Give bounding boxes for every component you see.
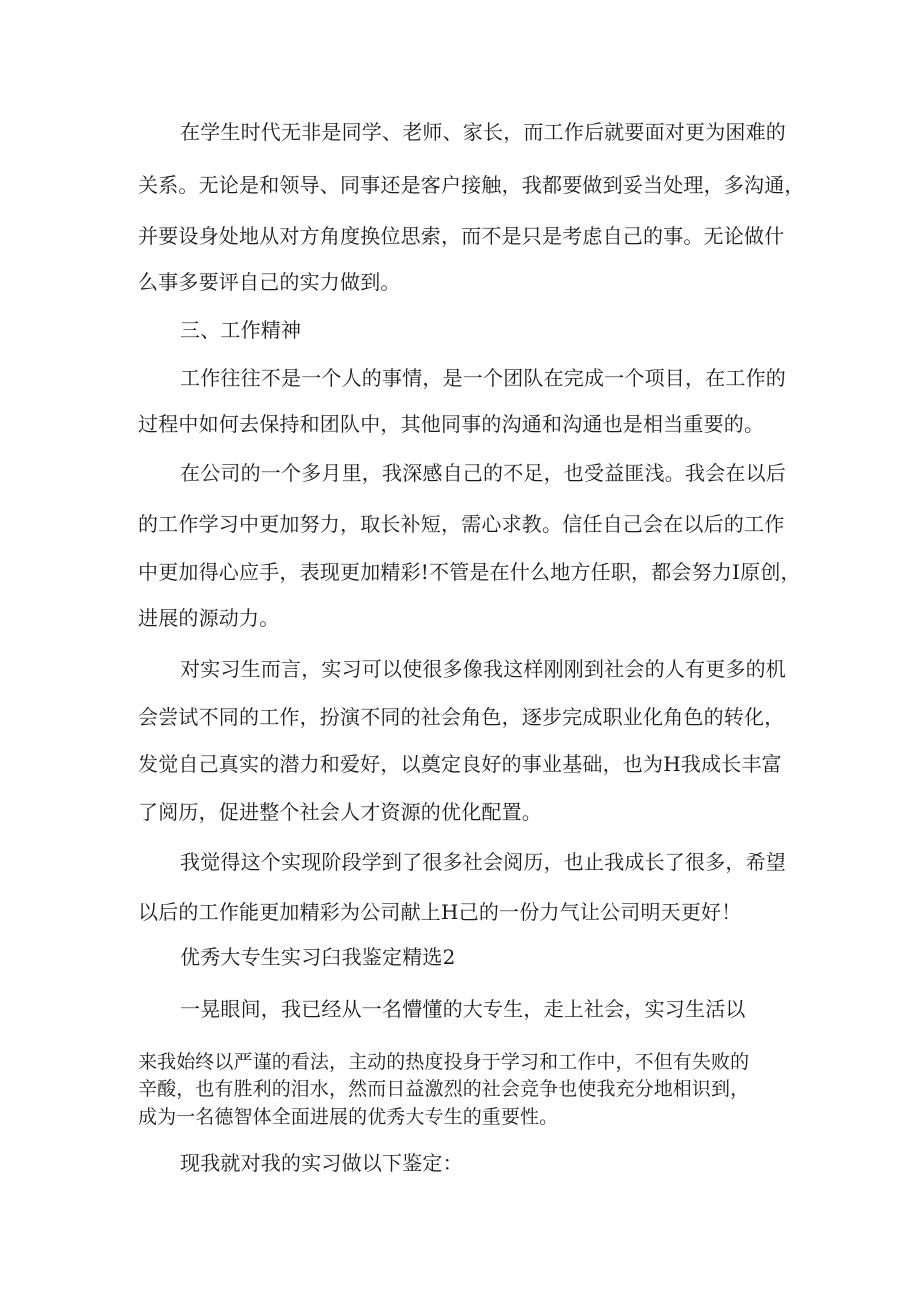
paragraph-5-line-2: 以后的工作能更加精彩为公司献上H己的一份力气让公司明天更好！ <box>138 900 742 924</box>
paragraph-1-line-4: 么事多要评自己的实力做到。 <box>138 270 401 294</box>
paragraph-1-line-1: 在学生时代无非是同学、老师、家长，而工作后就要面对更为困难的 <box>180 120 786 144</box>
paragraph-4-line-2: 会尝试不同的工作，扮演不同的社会角色，逐步完成职业化角色的转化， <box>138 705 785 729</box>
paragraph-2-line-2: 过程中如何去保持和团队中，其他同事的沟通和沟通也是相当重要的。 <box>138 412 765 436</box>
paragraph-3-line-4: 进展的源动力。 <box>138 606 280 630</box>
paragraph-6-line-1: 一晃眼间，我已经从一名懵懂的大专生，走上社会，实习生活以 <box>180 997 746 1021</box>
paragraph-2-line-1: 工作往往不是一个人的事情，是一个团队在完成一个项目，在工作的 <box>180 366 786 390</box>
paragraph-4-line-1: 对实习生而言，实习可以使很多像我这样刚刚到社会的人有更多的机 <box>180 657 786 681</box>
paragraph-1-line-2: 关系。无论是和领导、同事还是客户接触，我都要做到妥当处理，多沟通， <box>138 173 805 197</box>
paragraph-5-line-1: 我觉得这个实现阶段学到了很多社会阅历，也止我成长了很多，希望 <box>180 850 786 874</box>
section-title-selected-2: 优秀大专生实习臼我鉴定精选2 <box>180 945 456 969</box>
paragraph-3-line-3: 中更加得心应手，表现更加精彩!不管是在什么地方任职，都会努力I原创， <box>138 560 801 584</box>
paragraph-7-line-1: 现我就对我的实习做以下鉴定： <box>180 1151 463 1175</box>
section-heading-work-spirit: 三、工作精神 <box>180 318 302 342</box>
paragraph-6-line-3: 辛酸，也有胜利的泪水，然而日益激烈的社会竞争也使我充分地相识到， <box>138 1078 750 1100</box>
paragraph-3-line-2: 的工作学习中更加努力，取长补短，需心求教。信任自己会在以后的工作 <box>138 512 785 536</box>
paragraph-1-line-3: 并要设身处地从对方角度换位思索，而不是只是考虑自己的事。无论做什 <box>138 224 785 248</box>
paragraph-4-line-3: 发觉自己真实的潜力和爱好，以奠定良好的事业基础，也为H我成长丰富 <box>138 752 782 776</box>
paragraph-6-line-4: 成为一名德智体全面进展的优秀大专生的重要性。 <box>138 1106 559 1128</box>
paragraph-4-line-4: 了阅历，促进整个社会人才资源的优化配置。 <box>138 800 542 824</box>
paragraph-3-line-1: 在公司的一个多月里，我深感自己的不足，也受益匪浅。我会在以后 <box>180 461 786 485</box>
paragraph-6-line-2: 来我始终以严谨的看法，主动的热度投身于学习和工作中，不但有失败的 <box>138 1051 750 1073</box>
